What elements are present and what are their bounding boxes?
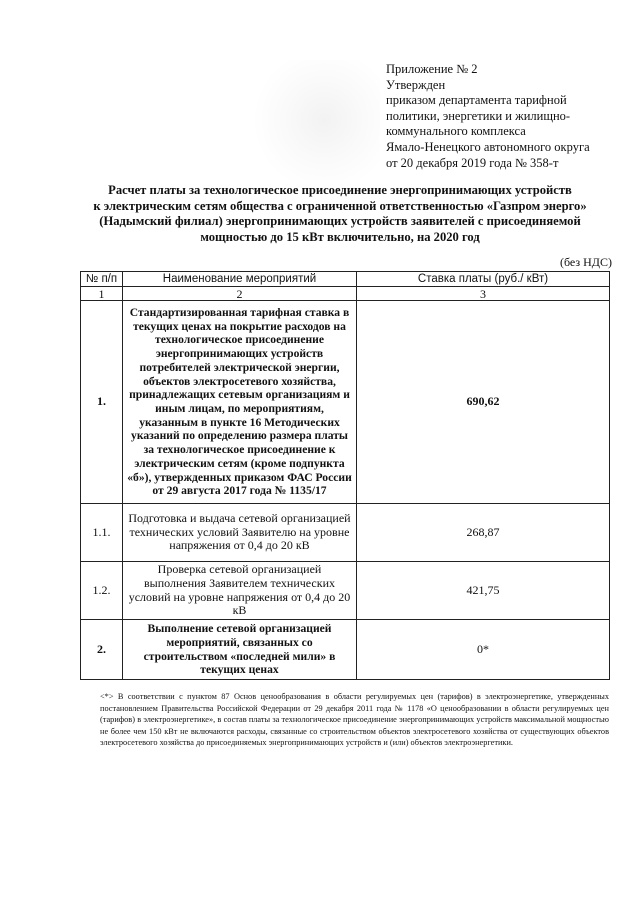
table-header-row xyxy=(81,272,610,287)
approval-line: политики, энергетики и жилищно- xyxy=(386,108,571,123)
approval-line: от 20 декабря 2019 года № 358-т xyxy=(386,155,559,170)
approval-line: коммунального комплекса xyxy=(386,124,526,139)
approval-line: Ямало-Ненецкого автономного округа xyxy=(386,139,590,154)
table-row xyxy=(81,620,610,680)
header-number: № п/п xyxy=(81,272,123,287)
header-measure-name: Наименование мероприятий xyxy=(123,272,357,287)
approval-line: Утвержден xyxy=(386,77,446,92)
row-measure-name: Стандартизированная тарифная ставка в текущих ценах на покрытие расходов на технологическое присоединение энергопринимающих устройств потребителей электрической энергии, объектов электросетевого хозяйства, принадлежащих сетевым организациям и иным лицам, по мероприятиям, указанным в пункте 16 Методических указаний по определению размера платы за технологическое присоединение к электрическим сетям (кроме подпункта «б»), утвержденных приказом ФАС России от 29 августа 2017 года № 1135/17 xyxy=(123,301,357,504)
document-title xyxy=(60,183,620,245)
table-row xyxy=(81,504,610,562)
header-rate: Ставка платы (руб./ кВт) xyxy=(357,272,610,287)
row-rate: 0* xyxy=(357,620,610,680)
title-line: мощностью до 15 кВт включительно, на 2020 год xyxy=(200,229,480,244)
approval-block xyxy=(386,62,626,171)
table-row xyxy=(81,562,610,620)
row-rate: 690,62 xyxy=(357,301,610,504)
column-number: 1 xyxy=(81,287,123,301)
row-number: 1.2. xyxy=(81,562,123,620)
fee-table xyxy=(80,271,610,680)
vat-note: (без НДС) xyxy=(559,255,612,269)
row-rate: 421,75 xyxy=(357,562,610,620)
row-number: 1. xyxy=(81,301,123,504)
row-measure-name: Подготовка и выдача сетевой организацией технических условий Заявителю на уровне напряжения от 0,4 до 20 кВ xyxy=(123,504,357,562)
footnote xyxy=(80,691,609,749)
approval-line: Приложение № 2 xyxy=(386,62,478,76)
row-number: 2. xyxy=(81,620,123,680)
title-line: Расчет платы за технологическое присоединение энергопринимающих устройств xyxy=(108,183,572,197)
column-number: 2 xyxy=(123,287,357,301)
row-measure-name: Проверка сетевой организацией выполнения Заявителем технических условий на уровне напряжения от 0,4 до 20 кВ xyxy=(123,562,357,620)
footnote-text: <*> В соответствии с пунктом 87 Основ ценообразования в области регулируемых цен (тарифов) в электроэнергетике, утвержденных постановлением Правительства Российской Федерации от 29 декабря 2011 года № 1178 «О ценообразовании в области регулируемых цен (тарифов) в электроэнергетике», в состав платы за технологическое присоединение энергопринимающих устройств максимальной мощностью не более чем 150 кВт не включаются расходы, связанные со строительством объектов электросетевого хозяйства от существующих объектов электросетевого хозяйства до присоединяемых энергопринимающих устройств и (или) объектов электроэнергетики. xyxy=(100,692,609,747)
row-number: 1.1. xyxy=(81,504,123,562)
approval-line: приказом департамента тарифной xyxy=(386,93,567,108)
row-rate: 268,87 xyxy=(357,504,610,562)
table-row xyxy=(81,301,610,504)
column-number-row xyxy=(81,287,610,301)
title-line: (Надымский филиал) энергопринимающих устройств заявителей с присоединяемой xyxy=(99,214,581,229)
row-measure-name: Выполнение сетевой организацией мероприятий, связанных со строительством «последней мили» в текущих ценах xyxy=(123,620,357,680)
title-line: к электрическим сетям общества с ограниченной ответственностью «Газпром энерго» xyxy=(93,198,587,213)
faded-stamp-mark xyxy=(240,60,380,180)
column-number: 3 xyxy=(357,287,610,301)
